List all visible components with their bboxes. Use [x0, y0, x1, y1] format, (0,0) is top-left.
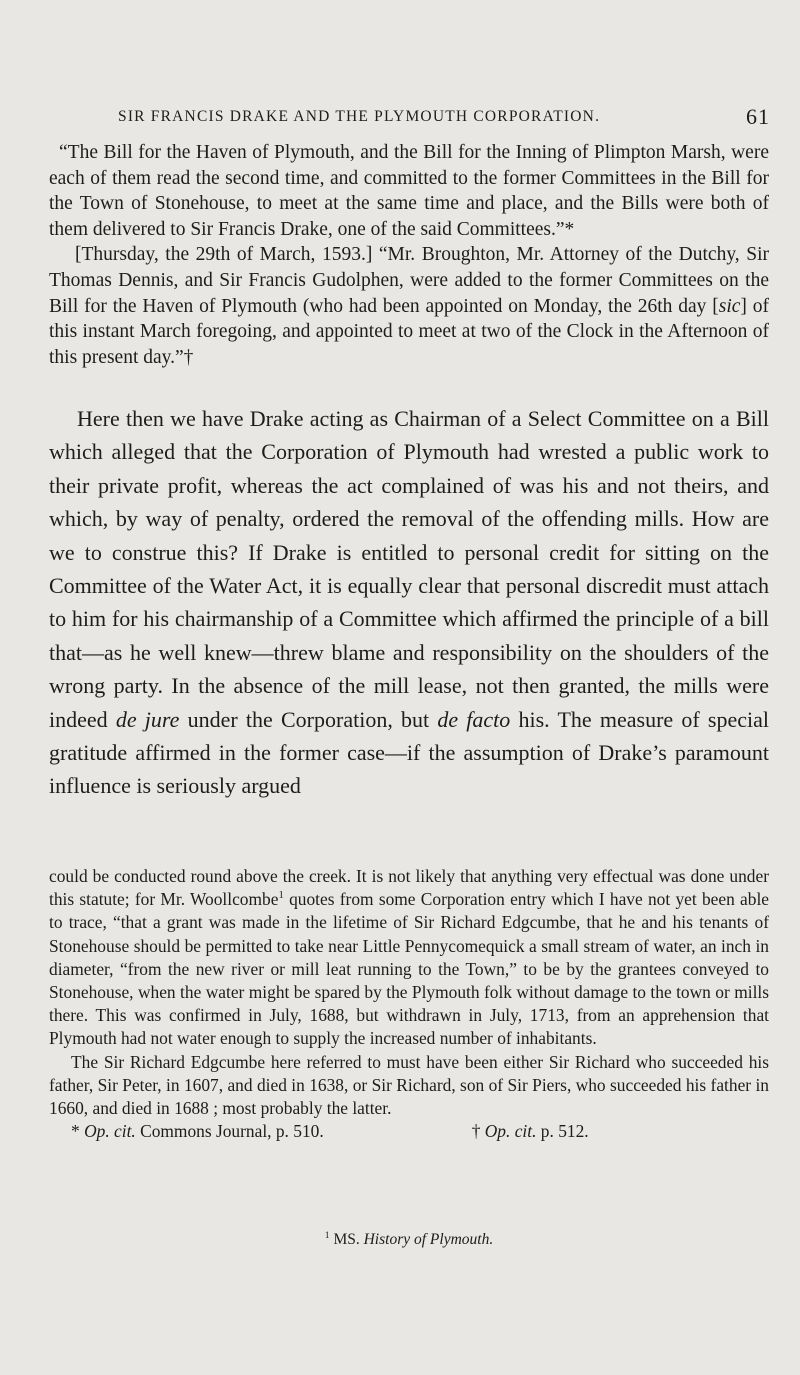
ms-prefix: MS.: [333, 1231, 360, 1248]
quote-paragraph-1: “The Bill for the Haven of Plymouth, and the Bill for the Inning of Plimpton Marsh, were each of them read the second time, and committed to the former Committees in the Bill for the Town of Stonehouse, to meet at the same time and place, and the Bills were both of them delivered to Sir Francis Drake, one of the said Committees.”*: [49, 142, 769, 240]
page-citation: p. 512.: [540, 1121, 589, 1142]
running-head: SIR FRANCIS DRAKE AND THE PLYMOUTH CORPORATION.: [118, 108, 601, 125]
page-header: [118, 104, 770, 134]
body-paragraph: [49, 402, 769, 803]
op-cit-2: Op. cit.: [484, 1121, 537, 1142]
footnote-edgcumbe: The Sir Richard Edgcumbe here referred to must have been either Sir Richard who succeeded his father, Sir Peter, in 1607, and died in 1638, or Sir Richard, son of Sir Piers, who succeeded his father in 1660, and died in 1688 ; most probably the latter.: [49, 1051, 769, 1119]
sic-word: sic: [718, 295, 741, 317]
body-text-part-2: under the Corporation, but: [179, 706, 438, 732]
commons-journal-citation: Commons Journal, p. 510.: [140, 1121, 324, 1142]
quote-paragraph-2-end: ] of this instant March foregoing, and appointed to meet at two of the Clock in the Afternoon of this present day.”†: [49, 295, 769, 368]
ms-footnote: [49, 1231, 769, 1249]
ms-title: History of Plymouth.: [363, 1231, 494, 1248]
page-number: 61: [746, 104, 770, 129]
footnote-citations: [49, 1120, 769, 1143]
dagger-marker: †: [471, 1121, 481, 1142]
op-cit-1: Op. cit.: [84, 1121, 136, 1142]
main-text: [49, 402, 769, 803]
quoted-passage: [49, 140, 769, 370]
footnote-marker-1: 1: [278, 889, 284, 902]
body-text-part-3: his. The measure of special gratitude affirmed in the former case—if the assumption of Drake’s paramount influence is seriously argued: [49, 706, 769, 799]
quote-paragraph-2-start: [Thursday, the 29th of March, 1593.] “Mr. Broughton, Mr. Attorney of the Dutchy, Sir Thomas Dennis, and Sir Francis Gudolphen, were added to the former Committees on the Bill for the Haven of Plymouth (who had been appointed on Monday, the 26th day [: [49, 244, 769, 317]
ms-footnote-marker: 1: [324, 1229, 330, 1241]
asterisk-marker: *: [71, 1121, 80, 1142]
footnote-continuation: [49, 865, 769, 1051]
body-text-part-1: Here then we have Drake acting as Chairman of a Select Committee on a Bill which alleged that the Corporation of Plymouth had wrested a public work to their private profit, whereas the act complained of was his and not theirs, and which, by way of penalty, ordered the removal of the offending mills. How are we to construe this? If Drake is entitled to personal credit for sitting on the Committee of the Water Act, it is equally clear that personal discredit must attach to him for his chairmanship of a Committee which affirmed the principle of a bill that—as he well knew—threw blame and responsibility on the shoulders of the wrong party. In the absence of the mill lease, not then granted, the mills were indeed: [49, 406, 769, 732]
footnote-text-1b: quotes from some Corporation entry which I have not yet been able to trace, “that a grant was made in the lifetime of Sir Richard Edgcumbe, that he and his tenants of Stonehouse should be permitted to take near Little Pennycomequick a small stream of water, an inch in diameter, “from the new river or mill leat running to the Town,” to be by the grantees conveyed to Stonehouse, when the water might be spared by the Plymouth folk without damage to the town or mills there. This was confirmed in July, 1688, but withdrawn in July, 1713, from an apprehension that Plymouth had not water enough to supply the increased number of inhabitants.: [49, 889, 770, 1049]
footnotes: [49, 865, 769, 1143]
footnote-text-1a: could be conducted round above the creek. It is not likely that anything very effectual was done under this statute; for Mr. Woollcombe: [49, 866, 769, 910]
quote-paragraph-2: [49, 242, 769, 370]
de-facto-term: de facto: [437, 706, 511, 732]
de-jure-term: de jure: [115, 706, 180, 732]
